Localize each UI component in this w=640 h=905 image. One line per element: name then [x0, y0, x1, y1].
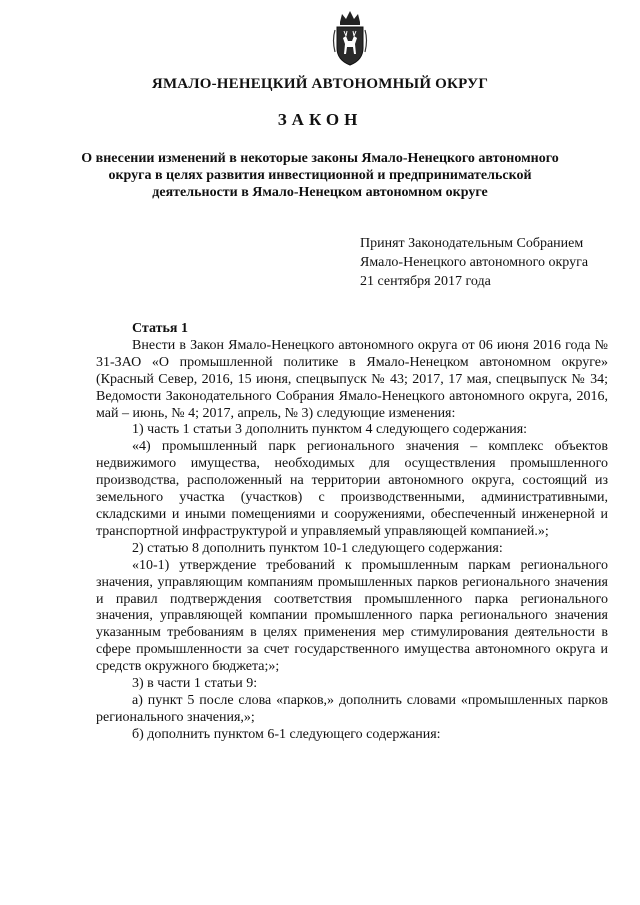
adoption-date: 21 сентября 2017 года: [360, 274, 491, 289]
region-name: ЯМАЛО-НЕНЕЦКИЙ АВТОНОМНЫЙ ОКРУГ: [151, 76, 489, 92]
article-heading: Статья 1: [132, 321, 188, 336]
document-title-line: О внесении изменений в некоторые законы Ямало-Ненецкого автономного: [81, 151, 559, 166]
document-type: ЗАКОН: [277, 110, 363, 129]
document-title-line: деятельности в Ямало-Ненецком автономном округе: [152, 185, 488, 200]
document-title-line: округа в целях развития инвестиционной и предпринимательской: [108, 168, 532, 183]
adoption-note: [360, 234, 630, 291]
article-paragraph: 3) в части 1 статьи 9:: [132, 676, 258, 692]
article-paragraph: б) дополнить пунктом 6-1 следующего содержания:: [132, 726, 441, 742]
article-paragraph: а) пункт 5 после слова «парков,» дополнить словами «промышленных парков регионального значения,»;: [96, 692, 608, 725]
article-paragraph: «4) промышленный парк регионального значения – комплекс объектов недвижимого имущества, необходимых для осуществления промышленного производства, расположенный на территории автономного округа, состоящий из земельного участка (участков) с производственными, административными, складскими и иными помещениями и сооружениями, обеспеченный инженерной и транспортной инфраструктурой и управляемый управляющей компанией.»;: [96, 439, 608, 539]
article-paragraph: 1) часть 1 статьи 3 дополнить пунктом 4 следующего содержания:: [132, 422, 528, 438]
adoption-line: Ямало-Ненецкого автономного округа: [360, 255, 589, 270]
article-paragraph: «10-1) утверждение требований к промышленным паркам регионального значения, управляющим компаниям промышленных парков регионального значения и правил подтверждения соответствия промышленного парка регионального значения, управляющей компании промышленного парка регионального значения указанным требованиям в целях применения мер стимулирования деятельности в сфере промышленности за счет государственного имущества автономного округа и средств окружного бюджета;»;: [96, 557, 608, 675]
adoption-line: Принят Законодательным Собранием: [360, 236, 584, 251]
article-1: [96, 321, 608, 744]
document-title: [80, 150, 560, 201]
article-paragraph: Внести в Закон Ямало-Ненецкого автономного округа от 06 июня 2016 года № 31-ЗАО «О промышленной политике в Ямало-Ненецком автономном округе» (Красный Север, 2016, 15 июня, спецвыпуск № 43; 2017, 17 мая, спецвыпуск № 34; Ведомости Законодательного Собрания Ямало-Ненецкого автономного округа, 2016, май – июнь, № 4; 2017, апрель, № 3) следующие изменения:: [96, 337, 608, 421]
article-paragraph: 2) статью 8 дополнить пунктом 10-1 следующего содержания:: [132, 540, 503, 556]
coat-of-arms-icon: [330, 8, 370, 68]
